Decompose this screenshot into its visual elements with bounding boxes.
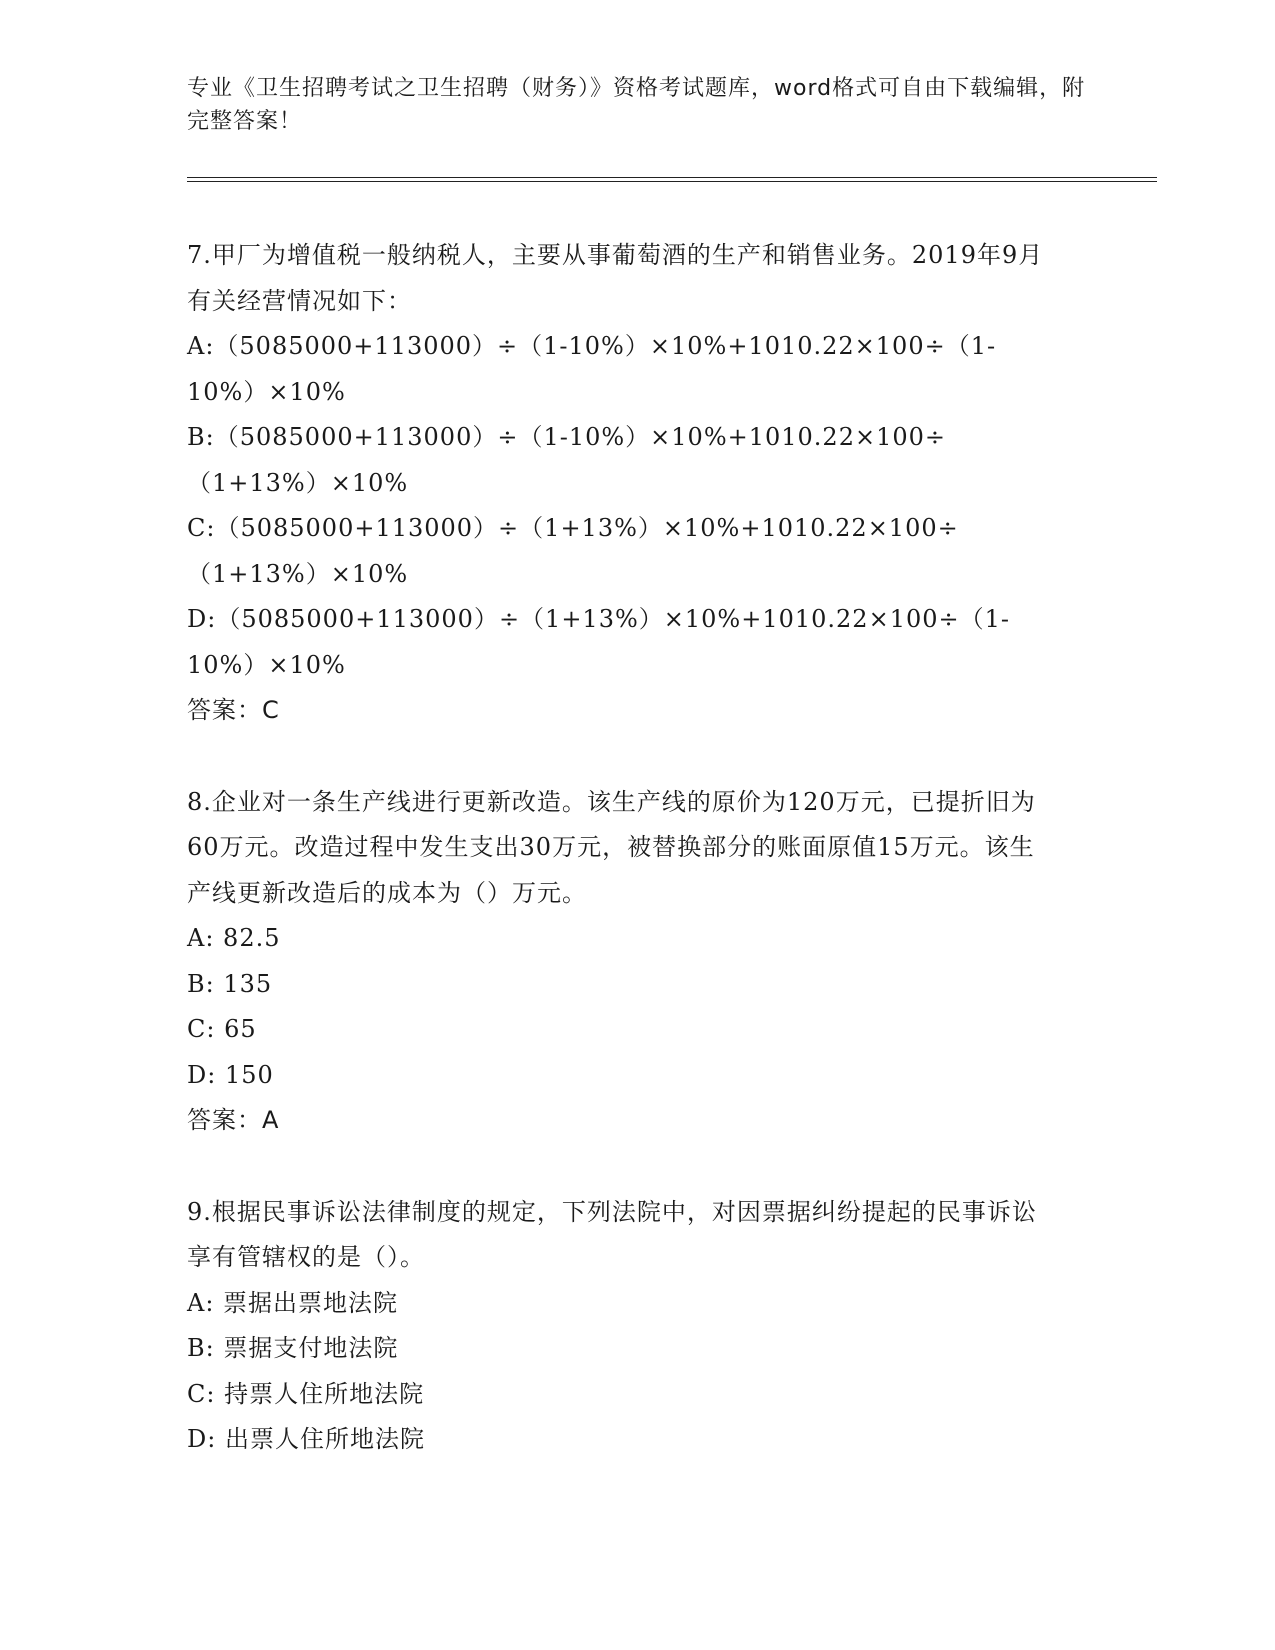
header-divider (187, 177, 1157, 182)
question-7 (187, 233, 1057, 734)
option-d: D: 出票人住所地法院 (187, 1425, 425, 1453)
option-b: B: 票据支付地法院 (187, 1334, 399, 1362)
option-a: A: 票据出票地法院 (187, 1288, 399, 1317)
question-list (187, 233, 1057, 1509)
question-8 (187, 780, 1057, 1144)
answer-label: 答案：C (187, 696, 280, 724)
option-a: A: 82.5 (187, 924, 281, 952)
option-d: D: 150 (187, 1060, 274, 1089)
option-d: D:（5085000+113000）÷（1+13%）×10%+1010.22×100÷（1-10%）×10% (187, 605, 1010, 679)
option-b: B:（5085000+113000）÷（1-10%）×10%+1010.22×100÷（1+13%）×10% (187, 423, 947, 497)
question-9 (187, 1190, 1057, 1463)
option-c: C:（5085000+113000）÷（1+13%）×10%+1010.22×100÷（1+13%）×10% (187, 514, 959, 588)
option-c: C: 持票人住所地法院 (187, 1379, 425, 1408)
answer-label: 答案：A (187, 1106, 280, 1134)
option-a: A:（5085000+113000）÷（1-10%）×10%+1010.22×100÷（1-10%）×10% (187, 332, 997, 406)
option-c: C: 65 (187, 1015, 257, 1043)
question-stem: 8.企业对一条生产线进行更新改造。该生产线的原价为120万元，已提折旧为60万元。改造过程中发生支出30万元，被替换部分的账面原值15万元。该生产线更新改造后的成本为（）万元。 (187, 787, 1036, 907)
option-b: B: 135 (187, 969, 273, 998)
question-stem: 7.甲厂为增值税一般纳税人，主要从事葡萄酒的生产和销售业务。2019年9月有关经营情况如下： (187, 241, 1044, 315)
document-header: 专业《卫生招聘考试之卫生招聘（财务）》资格考试题库，word格式可自由下载编辑，附完整答案！ (187, 76, 1086, 134)
question-stem: 9.根据民事诉讼法律制度的规定，下列法院中，对因票据纠纷提起的民事诉讼享有管辖权的是（）。 (187, 1197, 1037, 1271)
